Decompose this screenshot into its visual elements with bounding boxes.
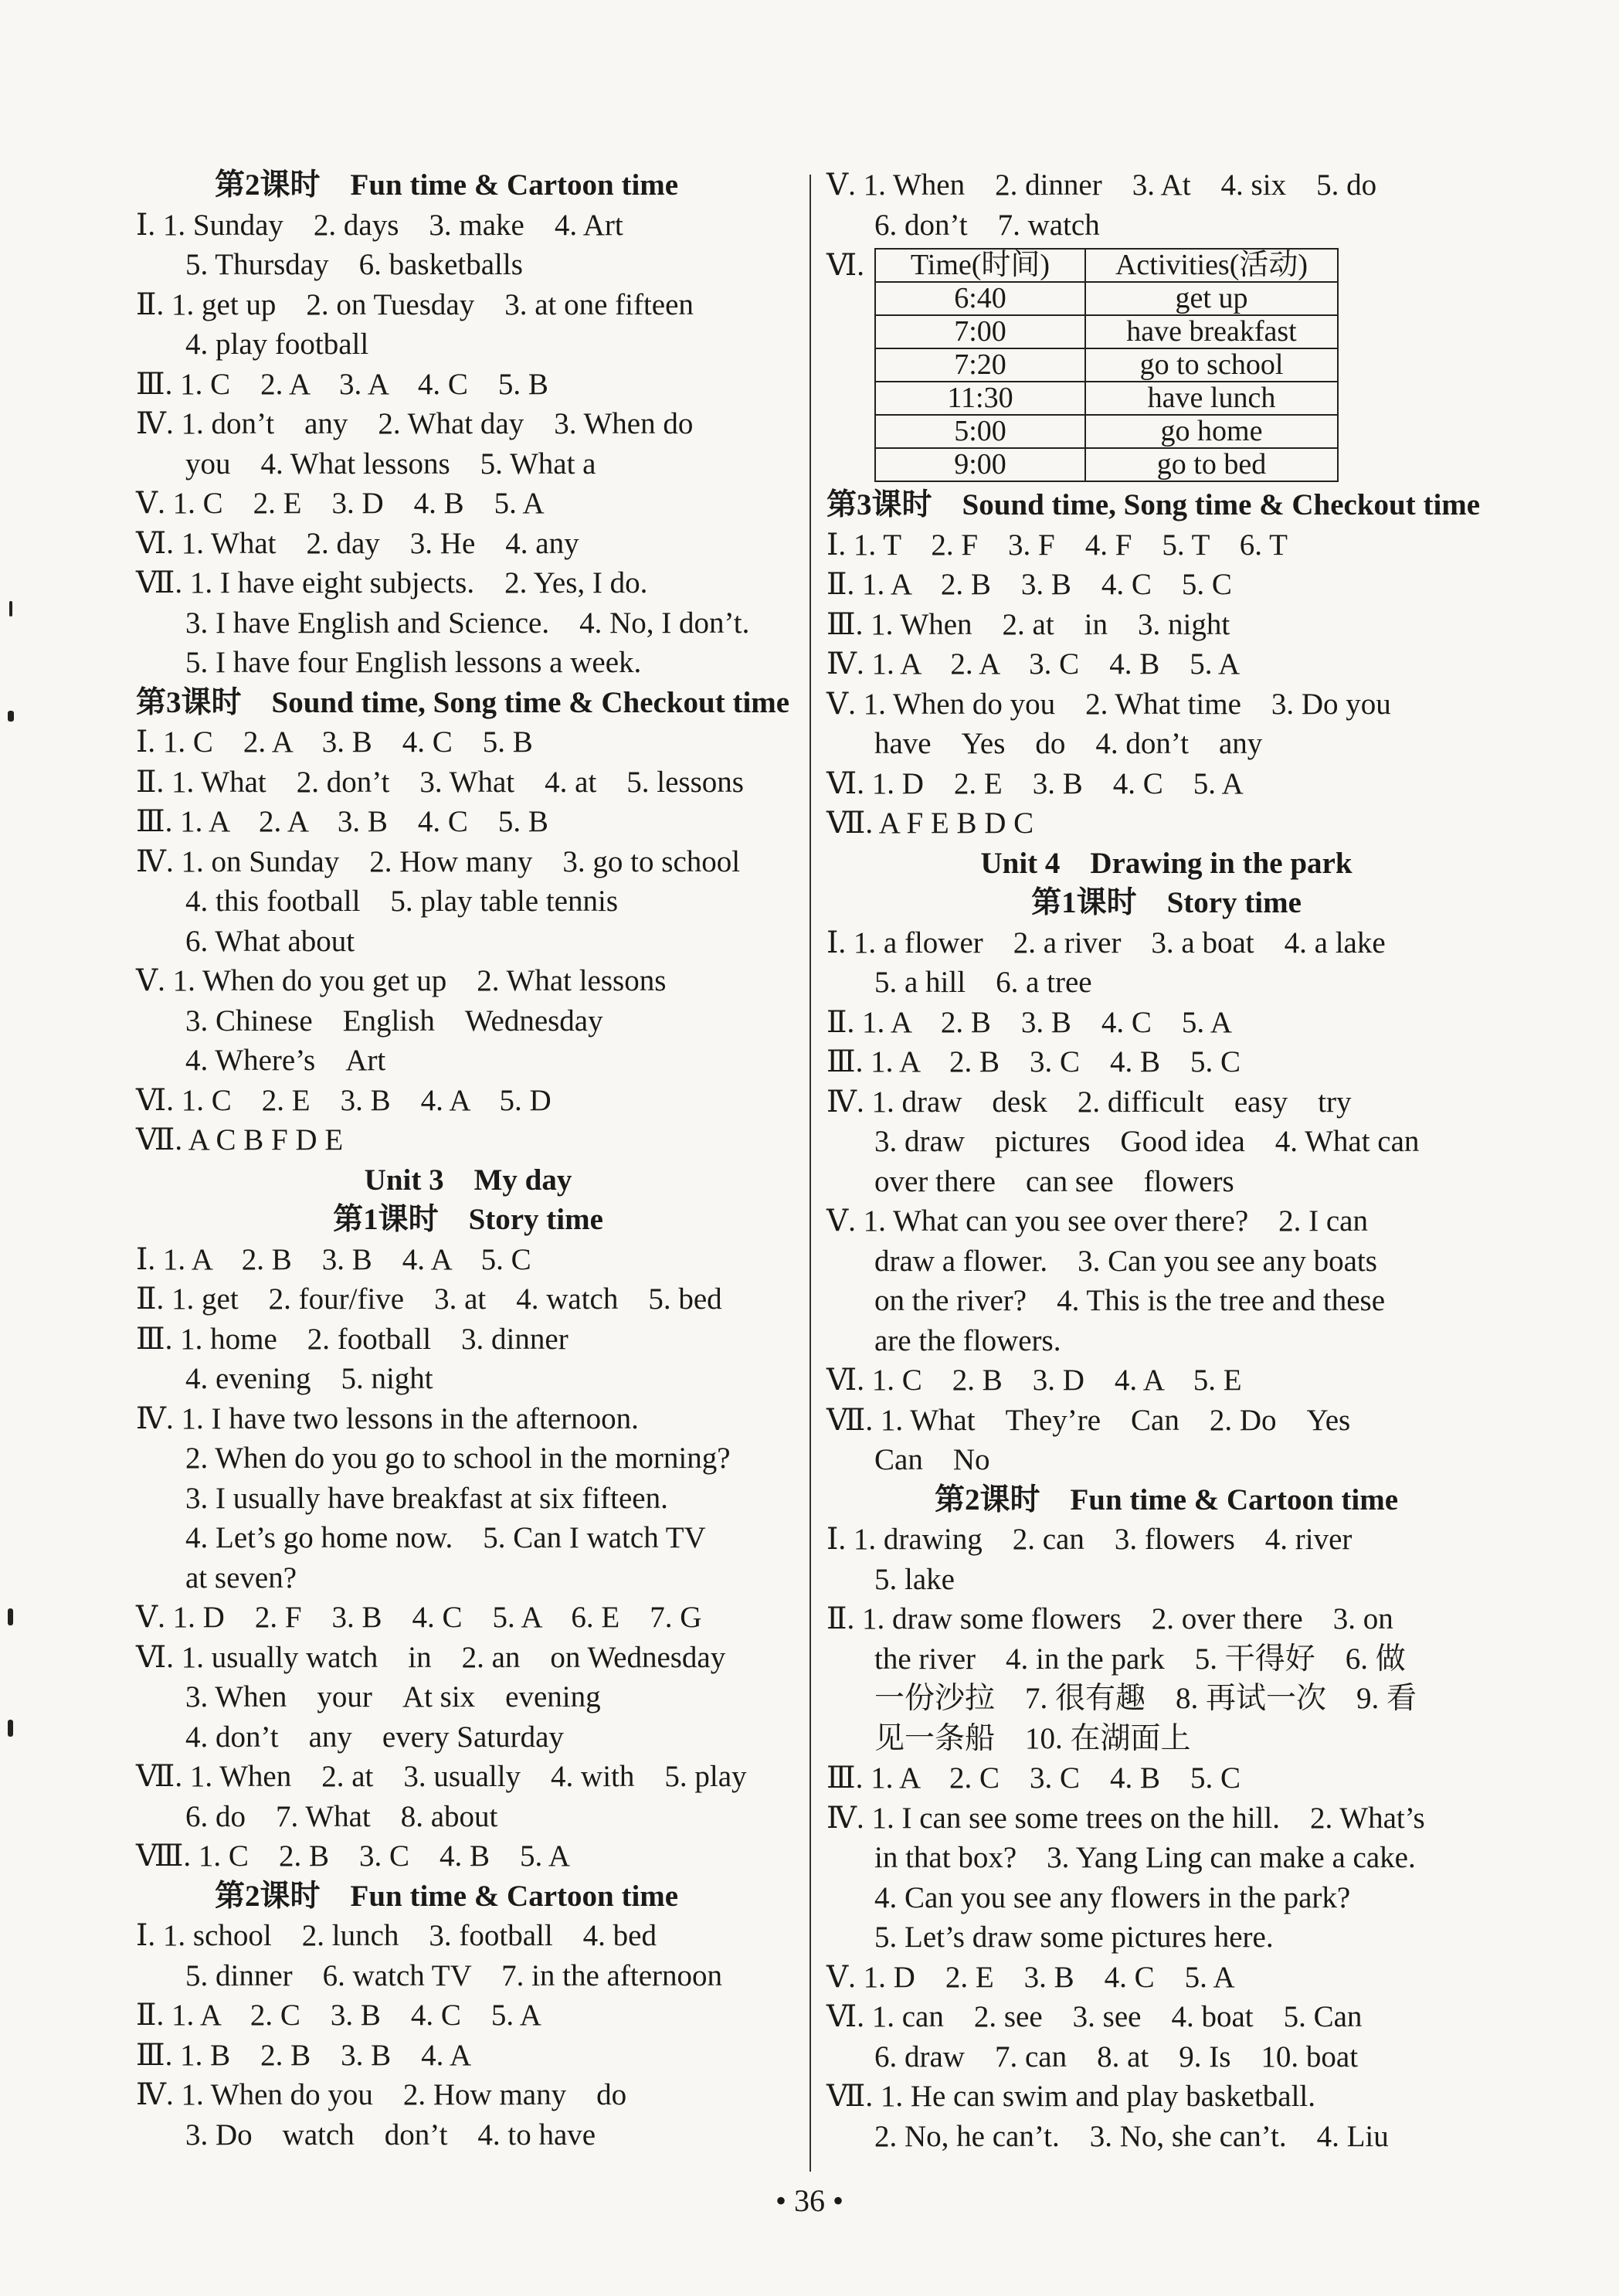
- timetable: [874, 248, 1339, 482]
- time-cell: 6:40: [875, 282, 1085, 315]
- header-time: Time(时间): [875, 249, 1085, 282]
- section-heading: Unit 3 My day: [364, 1163, 572, 1197]
- answer-line: 6. don’t 7. watch: [874, 208, 1100, 242]
- section-heading: 第1课时 Story time: [333, 1203, 603, 1236]
- activity-cell: get up: [1085, 282, 1338, 315]
- section-heading: 第3课时 Sound time, Song time & Checkout time: [136, 685, 790, 719]
- timetable-block: [826, 248, 1506, 482]
- answer-line: Ⅱ. 1. draw some flowers 2. over there 3. on: [826, 1602, 1393, 1635]
- activity-cell: go home: [1085, 415, 1338, 448]
- answer-line: Ⅲ. 1. C 2. A 3. A 4. C 5. B: [136, 367, 548, 401]
- answer-line: Ⅴ. 1. C 2. E 3. D 4. B 5. A: [136, 487, 545, 520]
- section-heading: 第3课时 Sound time, Song time & Checkout time: [826, 488, 1481, 521]
- answer-line: in that box? 3. Yang Ling can make a cake.: [874, 1841, 1416, 1874]
- answer-line: 4. don’t any every Saturday: [185, 1720, 564, 1754]
- answer-line: Ⅳ. 1. I have two lessons in the afternoon.: [136, 1401, 639, 1435]
- answer-line: 2. No, he can’t. 3. No, she can’t. 4. Liu: [874, 2119, 1389, 2153]
- answer-line: Ⅰ. 1. A 2. B 3. B 4. A 5. C: [136, 1242, 531, 1276]
- timetable-row: [875, 448, 1338, 481]
- answer-line: 3. Do watch don’t 4. to have: [185, 2118, 596, 2152]
- answer-line: Ⅶ. A C B F D E: [136, 1123, 344, 1156]
- section-heading: 第1课时 Story time: [1031, 886, 1302, 919]
- answer-line: Ⅴ. 1. D 2. F 3. B 4. C 5. A 6. E 7. G: [136, 1601, 702, 1634]
- answer-line: Ⅰ. 1. drawing 2. can 3. flowers 4. river: [826, 1523, 1353, 1556]
- time-cell: 7:00: [875, 315, 1085, 348]
- time-cell: 7:20: [875, 348, 1085, 382]
- answer-line: Ⅳ. 1. I can see some trees on the hill. 2. What’s: [826, 1801, 1425, 1835]
- answer-line: Ⅶ. 1. He can swim and play basketball.: [826, 2080, 1316, 2113]
- activity-cell: go to school: [1085, 348, 1338, 382]
- activity-cell: have breakfast: [1085, 315, 1338, 348]
- answer-line: Ⅱ. 1. A 2. B 3. B 4. C 5. A: [826, 1005, 1232, 1039]
- answer-line: Ⅰ. 1. T 2. F 3. F 4. F 5. T 6. T: [826, 528, 1288, 562]
- answer-line: 3. draw pictures Good idea 4. What can: [874, 1125, 1420, 1158]
- answer-line: Ⅴ. 1. D 2. E 3. B 4. C 5. A: [826, 1960, 1235, 1994]
- answer-line: Ⅶ. 1. I have eight subjects. 2. Yes, I do.: [136, 566, 648, 599]
- answer-line: 4. Where’s Art: [185, 1044, 386, 1077]
- answer-line: Ⅲ. 1. A 2. A 3. B 4. C 5. B: [136, 805, 548, 838]
- answer-line: 5. lake: [874, 1562, 955, 1596]
- answer-line: Ⅳ. 1. draw desk 2. difficult easy try: [826, 1085, 1352, 1119]
- answer-line: Ⅴ. 1. When 2. dinner 3. At 4. six 5. do: [826, 168, 1377, 202]
- answer-line: Ⅶ. 1. When 2. at 3. usually 4. with 5. play: [136, 1760, 747, 1793]
- answer-line: at seven?: [185, 1561, 297, 1595]
- column-divider: [810, 175, 811, 2172]
- answer-line: Ⅳ. 1. A 2. A 3. C 4. B 5. A: [826, 647, 1241, 681]
- section-heading: 第2课时 Fun time & Cartoon time: [934, 1483, 1399, 1517]
- answer-line: Ⅵ. 1. usually watch in 2. an on Wednesday: [136, 1640, 726, 1674]
- answer-line: Ⅰ. 1. C 2. A 3. B 4. C 5. B: [136, 725, 533, 759]
- answer-line: Ⅴ. 1. When do you 2. What time 3. Do you: [826, 687, 1391, 721]
- margin-mark: [9, 601, 12, 616]
- timetable-row: [875, 282, 1338, 315]
- answer-line: Ⅳ. 1. on Sunday 2. How many 3. go to school: [136, 844, 741, 878]
- answer-line: 5. I have four English lessons a week.: [185, 646, 642, 679]
- answer-line: 3. When your At six evening: [185, 1680, 601, 1714]
- answer-line: draw a flower. 3. Can you see any boats: [874, 1244, 1377, 1278]
- answer-line: on the river? 4. This is the tree and these: [874, 1284, 1386, 1317]
- answer-line: Ⅵ. 1. C 2. B 3. D 4. A 5. E: [826, 1364, 1242, 1397]
- answer-line: 6. draw 7. can 8. at 9. Is 10. boat: [874, 2040, 1359, 2074]
- answer-line: Ⅴ. 1. When do you get up 2. What lessons: [136, 964, 667, 997]
- answer-line: 5. Let’s draw some pictures here.: [874, 1921, 1274, 1954]
- activity-cell: have lunch: [1085, 382, 1338, 415]
- answer-line: Ⅶ. A F E B D C: [826, 807, 1034, 840]
- answer-line: Ⅰ. 1. Sunday 2. days 3. make 4. Art: [136, 208, 623, 242]
- answer-line: are the flowers.: [874, 1323, 1061, 1357]
- answer-line: Ⅱ. 1. A 2. B 3. B 4. C 5. C: [826, 568, 1232, 601]
- answer-line: Ⅱ. 1. get up 2. on Tuesday 3. at one fifteen: [136, 287, 694, 321]
- answer-line: Ⅳ. 1. don’t any 2. What day 3. When do: [136, 407, 694, 440]
- answer-line: 3. I have English and Science. 4. No, I don’t.: [185, 606, 750, 640]
- answer-line: Ⅲ. 1. A 2. C 3. C 4. B 5. C: [826, 1761, 1241, 1795]
- answer-line: 见一条船 10. 在湖面上: [874, 1721, 1191, 1755]
- answer-line: Ⅵ. 1. C 2. E 3. B 4. A 5. D: [136, 1083, 552, 1117]
- right-bottom-block: [826, 485, 1506, 2156]
- timetable-row: [875, 415, 1338, 448]
- answer-line: 4. Let’s go home now. 5. Can I watch TV: [185, 1521, 706, 1554]
- time-cell: 9:00: [875, 448, 1085, 481]
- answer-line: 6. What about: [185, 924, 355, 958]
- answer-line: Ⅵ. 1. D 2. E 3. B 4. C 5. A: [826, 766, 1244, 800]
- page-number: • 36 •: [775, 2183, 843, 2218]
- answer-line: Ⅲ. 1. B 2. B 3. B 4. A: [136, 2038, 472, 2072]
- answer-line: 4. this football 5. play table tennis: [185, 885, 618, 918]
- section-heading: Unit 4 Drawing in the park: [980, 846, 1353, 880]
- section-heading: 第2课时 Fun time & Cartoon time: [215, 168, 679, 202]
- time-cell: 11:30: [875, 382, 1085, 415]
- answer-line: you 4. What lessons 5. What a: [185, 447, 596, 481]
- timetable-label: Ⅵ.: [826, 249, 864, 282]
- time-cell: 5:00: [875, 415, 1085, 448]
- answer-line: Ⅰ. 1. a flower 2. a river 3. a boat 4. a lake: [826, 926, 1386, 959]
- answer-line: Ⅳ. 1. When do you 2. How many do: [136, 2078, 627, 2111]
- margin-mark: [8, 1608, 13, 1625]
- answer-line: Ⅵ. 1. can 2. see 3. see 4. boat 5. Can: [826, 2000, 1363, 2033]
- answer-line: Ⅵ. 1. What 2. day 3. He 4. any: [136, 526, 579, 560]
- answer-line: Ⅴ. 1. What can you see over there? 2. I can: [826, 1204, 1368, 1238]
- answer-line: 4. play football: [185, 328, 369, 361]
- timetable-row: [875, 348, 1338, 382]
- answer-line: over there can see flowers: [874, 1164, 1234, 1198]
- section-heading: 第2课时 Fun time & Cartoon time: [215, 1879, 679, 1913]
- right-column: [826, 165, 1506, 2156]
- timetable-row: [875, 382, 1338, 415]
- answer-line: Ⅱ. 1. What 2. don’t 3. What 4. at 5. lessons: [136, 765, 744, 799]
- answer-line: 3. Chinese English Wednesday: [185, 1004, 603, 1038]
- answer-line: 4. Can you see any flowers in the park?: [874, 1880, 1351, 1914]
- right-top-block: [826, 165, 1506, 245]
- timetable-row: [875, 315, 1338, 348]
- answer-line: Ⅲ. 1. When 2. at in 3. night: [826, 607, 1230, 641]
- activity-cell: go to bed: [1085, 448, 1338, 481]
- answer-line: Can No: [874, 1443, 990, 1476]
- answer-line: 一份沙拉 7. 很有趣 8. 再试一次 9. 看: [874, 1682, 1417, 1715]
- answer-line: Ⅲ. 1. home 2. football 3. dinner: [136, 1322, 569, 1356]
- timetable-header-row: [875, 249, 1338, 282]
- answer-line: 6. do 7. What 8. about: [185, 1799, 498, 1833]
- answer-line: Ⅲ. 1. A 2. B 3. C 4. B 5. C: [826, 1045, 1241, 1078]
- answer-line: have Yes do 4. don’t any: [874, 727, 1263, 760]
- answer-line: 5. dinner 6. watch TV 7. in the afternoon: [185, 1958, 722, 1992]
- answer-line: Ⅰ. 1. school 2. lunch 3. football 4. bed: [136, 1919, 657, 1952]
- margin-mark: [8, 711, 14, 722]
- answer-line: 2. When do you go to school in the morning?: [185, 1442, 731, 1475]
- answer-line: 3. I usually have breakfast at six fifteen.: [185, 1481, 668, 1515]
- answer-line: Ⅱ. 1. A 2. C 3. B 4. C 5. A: [136, 1999, 541, 2032]
- answer-line: 5. Thursday 6. basketballs: [185, 248, 523, 281]
- answer-line: Ⅶ. 1. What They’re Can 2. Do Yes: [826, 1403, 1351, 1437]
- answer-line: Ⅷ. 1. C 2. B 3. C 4. B 5. A: [136, 1839, 570, 1873]
- left-column: [136, 165, 800, 2155]
- answer-line: 4. evening 5. night: [185, 1362, 433, 1395]
- header-activities: Activities(活动): [1085, 249, 1338, 282]
- answer-line: the river 4. in the park 5. 干得好 6. 做: [874, 1642, 1406, 1676]
- answer-line: Ⅱ. 1. get 2. four/five 3. at 4. watch 5. bed: [136, 1282, 722, 1316]
- margin-mark: [8, 1720, 13, 1737]
- answer-line: 5. a hill 6. a tree: [874, 966, 1092, 999]
